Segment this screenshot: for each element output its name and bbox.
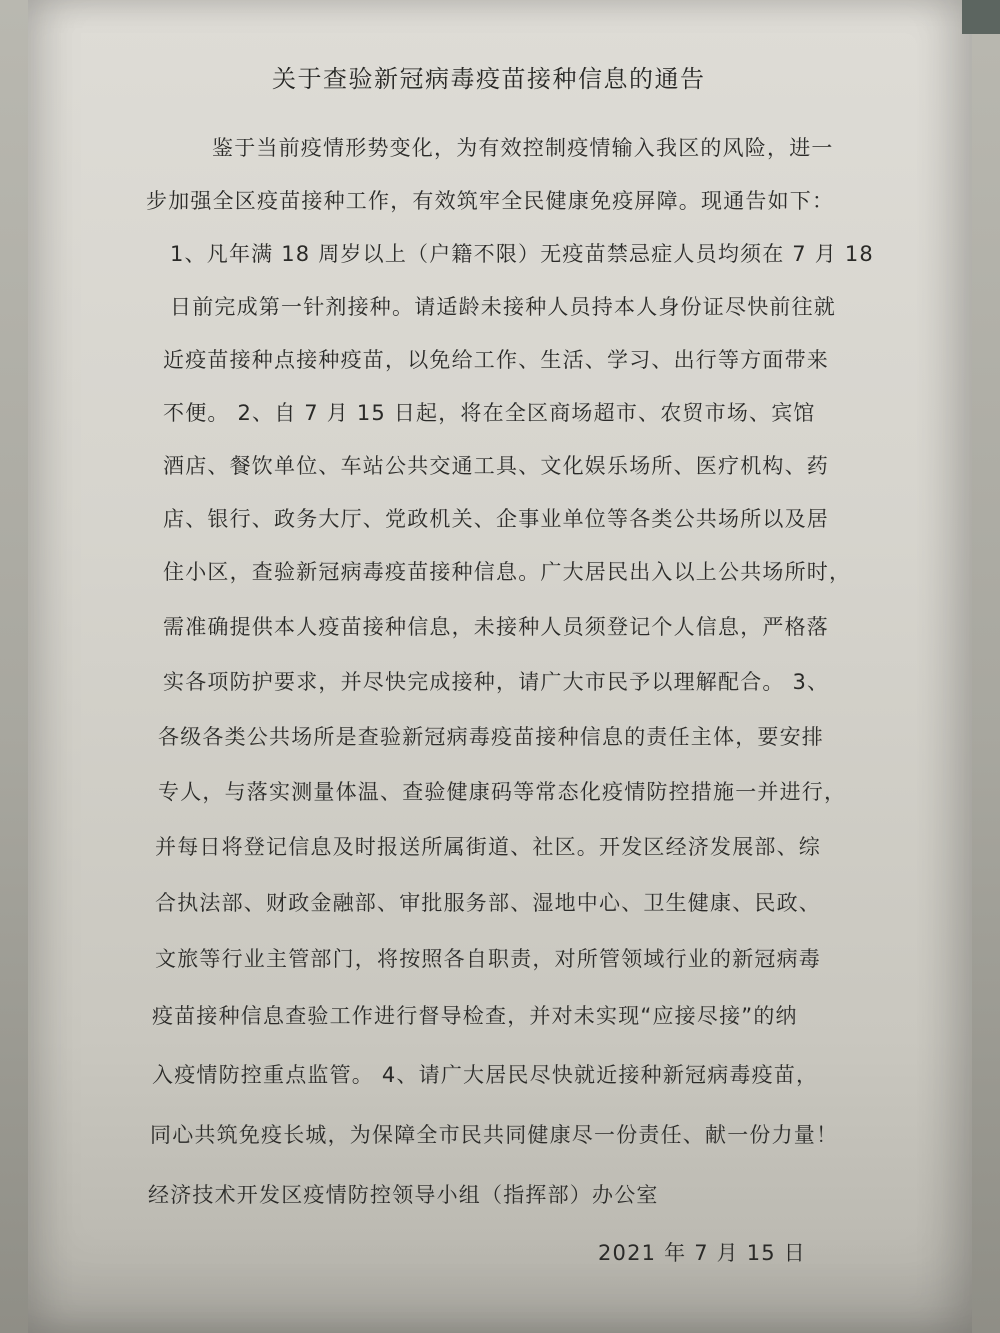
body-line: 鉴于当前疫情形势变化，为有效控制疫情输入我区的风险，进一 (212, 136, 834, 160)
body-line: 合执法部、财政金融部、审批服务部、湿地中心、卫生健康、民政、 (155, 891, 821, 915)
body-line: 需准确提供本人疫苗接种信息，未接种人员须登记个人信息，严格落 (163, 615, 829, 639)
body-line: 同心共筑免疫长城，为保障全市民共同健康尽一份责任、献一份力量！ (150, 1123, 839, 1147)
body-line: 近疫苗接种点接种疫苗，以免给工作、生活、学习、出行等方面带来 (163, 348, 829, 372)
body-line: 1、凡年满 18 周岁以上（户籍不限）无疫苗禁忌症人员均须在 7 月 18 (170, 242, 874, 266)
notice-title: 关于查验新冠病毒疫苗接种信息的通告 (272, 65, 706, 93)
body-line: 专人，与落实测量体温、查验健康码等常态化疫情防控措施一并进行， (158, 780, 847, 804)
body-line: 步加强全区疫苗接种工作，有效筑牢全民健康免疫屏障。现通告如下： (146, 189, 835, 213)
body-line: 入疫情防控重点监管。 4、请广大居民尽快就近接种新冠病毒疫苗， (152, 1063, 819, 1087)
body-line: 酒店、餐饮单位、车站公共交通工具、文化娱乐场所、医疗机构、药 (163, 454, 829, 478)
corner-shadow (962, 0, 1000, 34)
body-line: 住小区，查验新冠病毒疫苗接种信息。广大居民出入以上公共场所时， (163, 560, 852, 584)
body-line: 不便。 2、自 7 月 15 日起，将在全区商场超市、农贸市场、宾馆 (163, 401, 816, 425)
body-line: 疫苗接种信息查验工作进行督导检查，并对未实现“应接尽接”的纳 (152, 1004, 798, 1028)
body-line: 各级各类公共场所是查验新冠病毒疫苗接种信息的责任主体，要安排 (158, 725, 824, 749)
body-line: 文旅等行业主管部门，将按照各自职责，对所管领域行业的新冠病毒 (155, 947, 821, 971)
body-line: 店、银行、政务大厅、党政机关、企事业单位等各类公共场所以及居 (163, 507, 829, 531)
issuer-signature: 经济技术开发区疫情防控领导小组（指挥部）办公室 (148, 1183, 659, 1207)
notice-date: 2021 年 7 月 15 日 (598, 1241, 806, 1265)
body-line: 实各项防护要求，并尽快完成接种，请广大市民予以理解配合。 3、 (163, 670, 830, 694)
body-line: 并每日将登记信息及时报送所属街道、社区。开发区经济发展部、综 (155, 835, 821, 859)
body-line: 日前完成第一针剂接种。请适龄未接种人员持本人身份证尽快前往就 (170, 295, 836, 319)
